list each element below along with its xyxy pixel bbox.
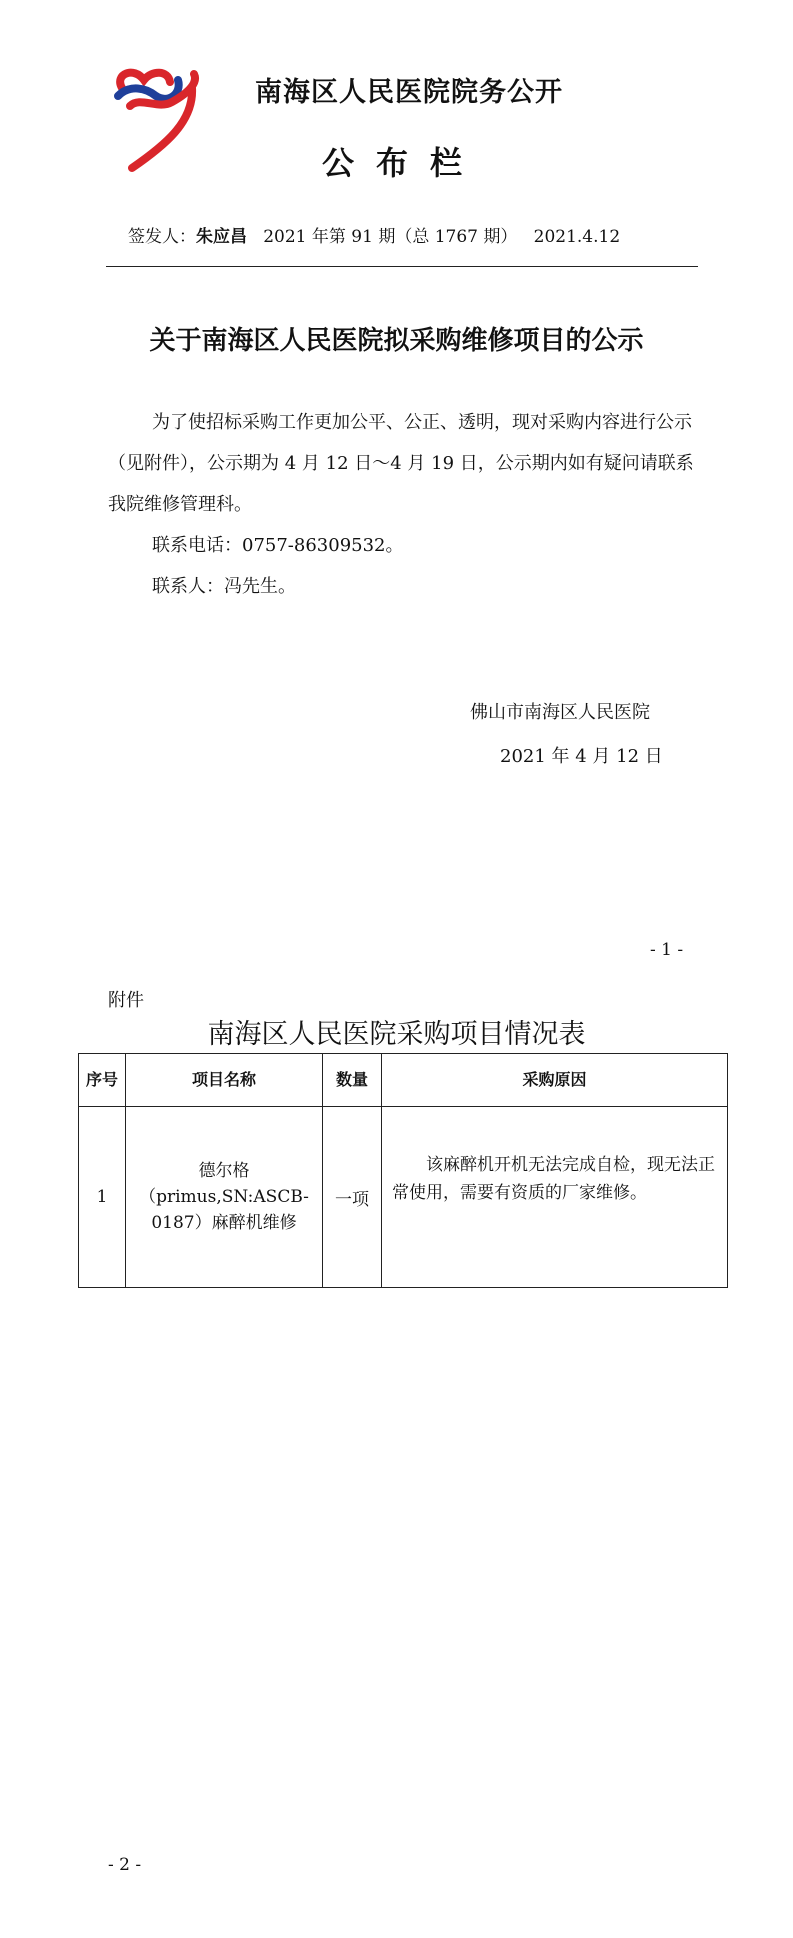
- header-reason: 采购原因: [382, 1054, 728, 1107]
- board-title: 公布栏: [322, 144, 485, 182]
- cell-name: 德尔格（primus,SN:ASCB-0187）麻醉机维修: [126, 1107, 323, 1288]
- signature-org: 佛山市南海区人民医院: [470, 702, 650, 723]
- signer-label: 签发人：: [128, 227, 196, 247]
- issue-date: 2021.4.12: [533, 227, 621, 247]
- issue-number: 2021 年第 91 期（总 1767 期）: [263, 227, 518, 247]
- signature-date: 2021 年 4 月 12 日: [500, 746, 663, 767]
- cell-reason: [382, 1107, 728, 1288]
- notice-body: [108, 402, 698, 607]
- notice-paragraph: 为了使招标采购工作更加公平、公正、透明，现对采购内容进行公示（见附件），公示期为 4 月 12 日～4 月 19 日，公示期内如有疑问请联系我院维修管理科。: [108, 412, 694, 515]
- table-header-row: [79, 1054, 728, 1107]
- notice-title: 关于南海区人民医院拟采购维修项目的公示: [149, 326, 644, 356]
- table-title: 南海区人民医院采购项目情况表: [207, 1019, 586, 1050]
- header-no: 序号: [79, 1054, 126, 1107]
- contact-phone: 联系电话：0757-86309532。: [152, 535, 404, 556]
- header-qty: 数量: [323, 1054, 382, 1107]
- cell-qty: 一项: [323, 1107, 382, 1288]
- table-row: [79, 1107, 728, 1288]
- contact-person: 联系人：冯先生。: [152, 576, 296, 597]
- header-divider: [106, 266, 698, 267]
- issue-line: [128, 222, 620, 247]
- page-number: - 1 -: [650, 940, 684, 960]
- header-name: 项目名称: [126, 1054, 323, 1107]
- page-number-2: - 2 -: [108, 1855, 142, 1875]
- attachment-label: 附件: [108, 990, 144, 1011]
- org-title: 南海区人民医院院务公开: [255, 77, 563, 108]
- cell-no: 1: [79, 1107, 126, 1288]
- hospital-logo: [112, 66, 204, 176]
- cell-reason-text: 该麻醉机开机无法完成自检，现无法正常使用，需要有资质的厂家维修。: [392, 1155, 715, 1203]
- signer-name: 朱应昌: [196, 227, 247, 247]
- procurement-table: [78, 1053, 728, 1288]
